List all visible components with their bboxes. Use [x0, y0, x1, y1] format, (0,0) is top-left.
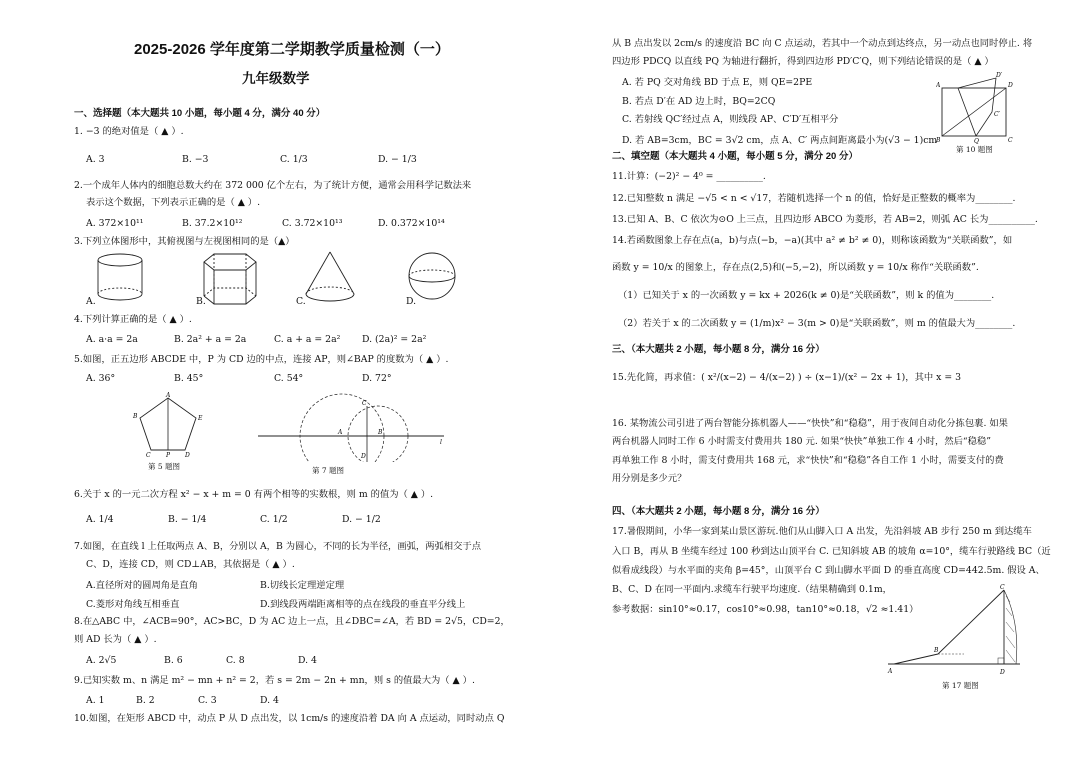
figure-7-construction [258, 392, 448, 462]
question-10-line2: 从 B 点出发以 2cm/s 的速度沿 BC 向 C 点运动，若其中一个动点到达终点，另一动点也同时停止. 将 [612, 38, 1033, 49]
q9-option-a: A. 1 [86, 695, 105, 706]
svg-text:C: C [362, 400, 367, 407]
question-5: 5.如图，正五边形 ABCDE 中，P 为 CD 边的中点，连接 AP，则∠BAP 的度数为（ ▲ ）. [74, 354, 449, 365]
question-2-line1: 2.一个成年人体内的细胞总数大约在 372 000 亿个左右，为了统计方便，通常会用科学记数法来 [74, 180, 472, 191]
figure-17-caption: 第 17 题图 [942, 681, 979, 690]
q4-option-c: C. a + a = 2a² [274, 334, 341, 345]
svg-text:Q: Q [974, 138, 979, 144]
svg-text:A: A [166, 392, 171, 399]
q4-option-a: A. a·a = 2a [86, 334, 138, 345]
question-2-line2: 表示这个数据，下列表示正确的是（ ▲ ）. [86, 197, 261, 208]
q8-option-c: C. 8 [226, 655, 245, 666]
q10-option-b: B. 若点 D′在 AD 边上时，BQ=2CQ [622, 96, 776, 107]
q3-option-b: B. [196, 296, 206, 307]
svg-text:A: A [888, 668, 893, 675]
svg-text:B: B [934, 647, 939, 654]
exam-subtitle: 九年级数学 [242, 71, 310, 86]
question-8-line2: 则 AD 长为（ ▲ ）. [74, 634, 157, 645]
figure-5-pentagon [130, 390, 210, 458]
q3-option-c: C. [296, 296, 306, 307]
q5-option-b: B. 45° [174, 373, 204, 384]
question-16-line4: 用分别是多少元？ [612, 473, 687, 484]
cylinder-figure [98, 254, 142, 300]
svg-text:C: C [1000, 584, 1005, 591]
q9-option-d: D. 4 [260, 695, 279, 706]
question-14-part2: （2）若关于 x 的二次函数 y = (1/m)x² − 3(m > 0)是“关联函数”，则 m 的值最大为________. [618, 318, 1016, 329]
question-10-line1: 10.如图，在矩形 ABCD 中，动点 P 从 D 点出发，以 1cm/s 的速度沿着 DA 向 A 点运动，同时动点 Q [74, 713, 505, 724]
q8-option-d: D. 4 [298, 655, 317, 666]
q2-option-c: C. 3.72×10¹³ [282, 218, 343, 229]
svg-text:P: P [166, 452, 171, 458]
q2-option-b: B. 37.2×10¹² [182, 218, 243, 229]
question-13: 13.已知 A、B、C 依次为⊙O 上三点，且四边形 ABCO 为菱形，若 AB=2，则弧 AC 长为__________. [612, 214, 1038, 225]
q6-option-a: A. 1/4 [86, 514, 114, 525]
figure-17-cable-car [884, 582, 1024, 686]
question-16-line1: 16. 某物流公司引进了两台智能分拣机器人——“快快”和“稳稳”，用于夜间自动化分拣包裹. 如果 [612, 418, 1008, 429]
figure-10-caption: 第 10 题图 [956, 145, 993, 154]
q3-option-a: A. [86, 296, 96, 307]
svg-text:E: E [198, 415, 203, 422]
svg-text:B: B [133, 413, 138, 420]
q4-option-d: D. (2a)² = 2a² [362, 334, 427, 345]
figure-10-rectangle [936, 72, 1022, 144]
svg-text:B: B [378, 429, 383, 436]
figure-7-caption: 第 7 题图 [312, 466, 345, 475]
q5-option-c: C. 54° [274, 373, 304, 384]
question-11: 11.计算：(−2)² − 4⁰ = __________. [612, 171, 766, 182]
question-17-line4: B、C、D 在同一平面内.求缆车行驶平均速度.（结果精确到 0.1m， [612, 584, 892, 595]
q6-option-d: D. − 1/2 [342, 514, 381, 525]
figure-5-caption: 第 5 题图 [148, 462, 181, 471]
q1-option-d: D. − 1/3 [378, 154, 417, 165]
q8-option-a: A. 2√5 [86, 655, 117, 666]
question-1: 1. −3 的绝对值是（ ▲ ）. [74, 126, 184, 137]
q3-solid-figures [96, 250, 456, 306]
section-2-heading: 二、填空题（本大题共 4 小题，每小题 5 分，满分 20 分） [612, 151, 858, 162]
q1-option-b: B. −3 [182, 154, 209, 165]
q3-option-d: D. [406, 296, 417, 307]
q8-option-b: B. 6 [164, 655, 183, 666]
q1-option-a: A. 3 [86, 154, 105, 165]
q6-option-c: C. 1/2 [260, 514, 288, 525]
question-17-line3: 似看成线段）与水平面的夹角 β=45°，山顶平台 C 到山脚水平面 D 的垂直高度 CD=442.5m. 假设 A、 [612, 565, 1045, 576]
question-10-line3: 四边形 PDCQ 以直线 PQ 为轴进行翻折，得到四边形 PD′C′Q，则下列结论错误的是（ ▲ ） [612, 56, 994, 67]
q7-option-b: B.切线长定理逆定理 [260, 580, 345, 591]
question-12: 12.已知整数 n 满足 −√5 < n < √17，若随机选择一个 n 的值，恰好是正整数的概率为________. [612, 193, 1016, 204]
svg-text:C: C [1008, 137, 1013, 144]
question-4: 4.下列计算正确的是（ ▲ ）. [74, 314, 192, 325]
svg-text:C: C [146, 452, 151, 458]
q10-option-d: D. 若 AB=3cm，BC = 3√2 cm，点 A、C′ 两点间距离最小为(√3 − 1)cm [622, 135, 938, 146]
q6-option-b: B. − 1/4 [168, 514, 207, 525]
svg-text:D: D [185, 452, 190, 458]
q2-option-a: A. 372×10¹¹ [86, 218, 144, 229]
q10-option-a: A. 若 PQ 交对角线 BD 于点 E，则 QE=2PE [622, 77, 813, 88]
q2-option-d: D. 0.372×10¹⁴ [378, 218, 445, 229]
question-16-line2: 两台机器人同时工作 6 小时需支付费用共 180 元. 如果“快快”单独工作 4 小时，然后“稳稳” [612, 436, 992, 447]
svg-text:A: A [936, 82, 941, 89]
question-17-line5: 参考数据：sin10°≈0.17，cos10°≈0.98，tan10°≈0.18，√2 ≈1.41） [612, 604, 919, 615]
section-3-heading: 三、（本大题共 2 小题，每小题 8 分，满分 16 分） [612, 344, 825, 355]
svg-text:l: l [440, 439, 442, 446]
q4-option-b: B. 2a² + a = 2a [174, 334, 247, 345]
svg-text:D′: D′ [996, 72, 1003, 79]
q5-option-a: A. 36° [86, 373, 116, 384]
section-4-heading: 四、（本大题共 2 小题，每小题 8 分，满分 16 分） [612, 506, 825, 517]
q9-option-b: B. 2 [136, 695, 155, 706]
svg-text:B: B [936, 137, 941, 144]
question-6: 6.关于 x 的一元二次方程 x² − x + m = 0 有两个相等的实数根，则 m 的值为（ ▲ ）. [74, 489, 434, 500]
hexagonal-prism-figure [204, 254, 256, 304]
q5-option-d: D. 72° [362, 373, 392, 384]
q9-option-c: C. 3 [198, 695, 217, 706]
svg-text:D: D [361, 453, 366, 460]
question-15: 15.先化简，再求值：( x²/(x−2) − 4/(x−2) ) ÷ (x−1)/(x² − 2x + 1)，其中 x = 3 [612, 372, 962, 383]
question-17-line1: 17.暑假期间，小华一家到某山景区游玩.他们从山脚入口 A 出发，先沿斜坡 AB 步行 250 m 到达缆车 [612, 526, 1032, 537]
question-17-line2: 入口 B，再从 B 坐缆车经过 100 秒到达山顶平台 C. 已知斜坡 AB 的坡角 α=10°，缆车行驶路线 BC（近 [612, 546, 1051, 557]
question-14-line2: 函数 y = 10/x 的图象上，存在点(2,5)和(−5,−2)，所以函数 y = 10/x 称作“关联函数”. [612, 262, 979, 273]
svg-text:D: D [1000, 669, 1005, 676]
svg-text:A: A [338, 429, 343, 436]
q10-option-c: C. 若射线 QC′经过点 A，则线段 AP、C′D′互相平分 [622, 114, 839, 125]
question-14-line1: 14.若函数图象上存在点(a，b)与点(−b，−a)(其中 a² ≠ b² ≠ 0)，则称该函数为“关联函数”，如 [612, 235, 1013, 246]
question-9: 9.已知实数 m、n 满足 m² − mn + n² = 2，若 s = 2m − 2n + mn，则 s 的值最大为（ ▲ ）. [74, 675, 475, 686]
q1-option-c: C. 1/3 [280, 154, 308, 165]
q7-option-d: D.到线段两端距离相等的点在线段的垂直平分线上 [260, 599, 466, 610]
svg-text:C′: C′ [994, 111, 1000, 118]
q7-option-a: A.直径所对的圆周角是直角 [86, 580, 198, 591]
section-1-heading: 一、选择题（本大题共 10 小题，每小题 4 分，满分 40 分） [74, 108, 326, 119]
question-3: 3.下列立体图形中，其俯视图与左视图相同的是（▲） [74, 236, 295, 247]
exam-title: 2025-2026 学年度第二学期教学质量检测（一） [134, 41, 450, 58]
cone-figure [306, 252, 354, 301]
question-14-part1: （1）已知关于 x 的一次函数 y = kx + 2026(k ≠ 0)是“关联函数”，则 k 的值为________. [618, 290, 995, 301]
question-16-line3: 再单独工作 8 小时，需支付费用共 168 元，求“快快”和“稳稳”各自工作 1 小时，需要支付的费 [612, 455, 1004, 466]
svg-text:D: D [1008, 82, 1013, 89]
question-7-line1: 7.如图，在直线 l 上任取两点 A、B，分别以 A，B 为圆心，不同的长为半径，画弧，两弧相交于点 [74, 541, 481, 552]
question-8-line1: 8.在△ABC 中，∠ACB=90°，AC>BC，D 为 AC 边上一点，且∠DBC=∠A，若 BD = 2√5，CD=2， [74, 616, 510, 627]
sphere-figure [409, 253, 455, 299]
question-7-line2: C、D，连接 CD，则 CD⊥AB，其依据是（ ▲ ）. [86, 559, 295, 570]
q7-option-c: C.菱形对角线互相垂直 [86, 599, 180, 610]
